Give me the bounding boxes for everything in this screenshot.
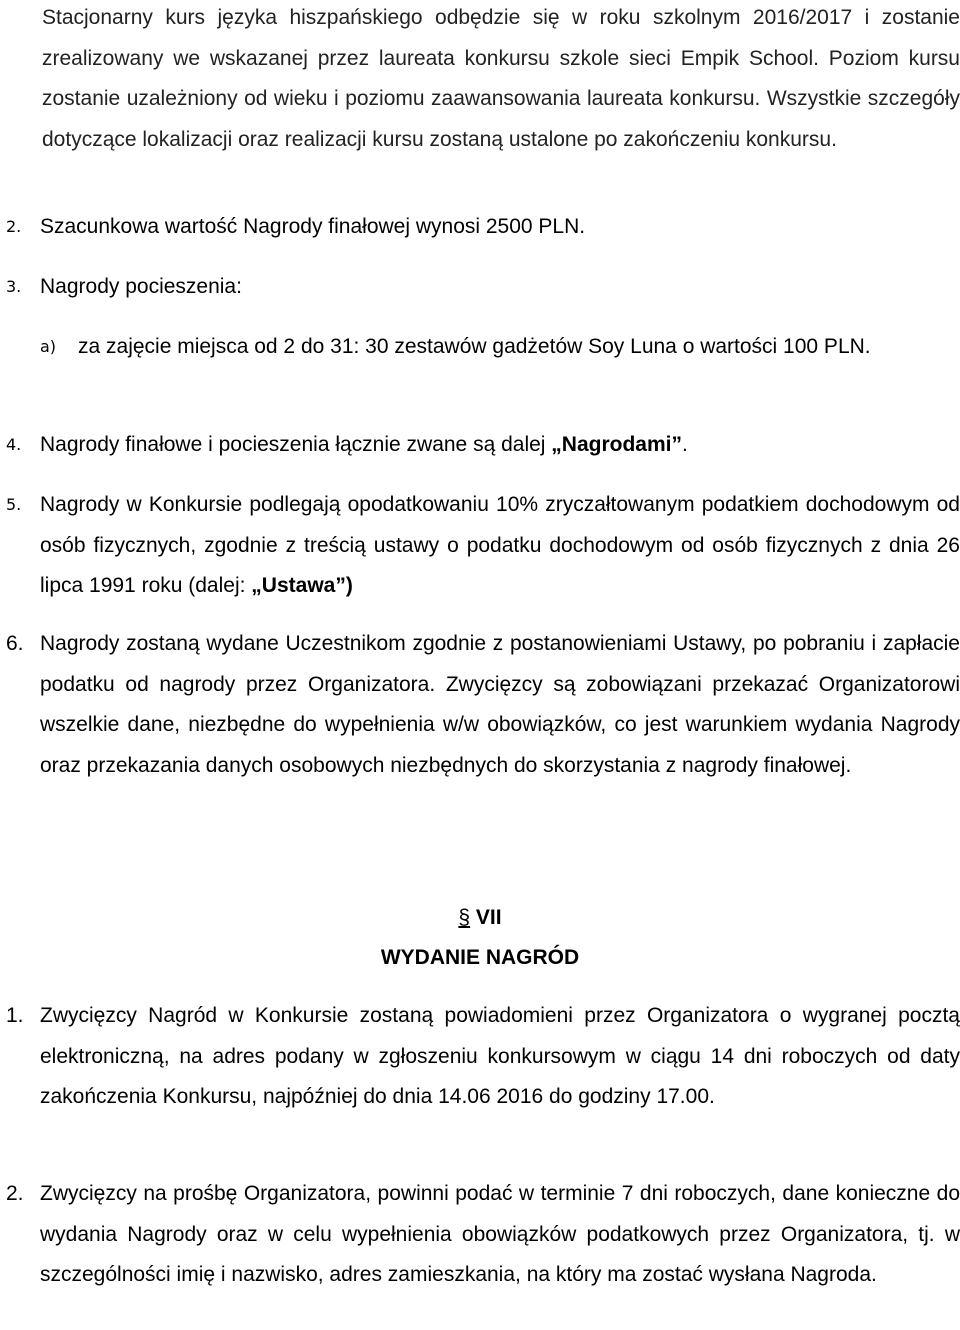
section-item-1-number: 1. — [6, 1004, 24, 1027]
item-3a-letter: a) — [40, 337, 57, 356]
item-2-number: 2. — [6, 217, 22, 236]
nagrodami-term: „Nagrodami” — [551, 433, 682, 456]
item-5-text-before: Nagrody w Konkursie podlegają opodatkowaniu 10% zryczałtowanym podatkiem dochodowym od osób fizycznych, zgodnie z treścią ustawy o podatku dochodowym od osób fizycznych z dnia 26 lipca 1991 roku (dalej: — [40, 493, 960, 597]
section-title: WYDANIE NAGRÓD — [380, 946, 580, 969]
section-item-2-number: 2. — [6, 1182, 24, 1205]
section-mark: § — [458, 906, 471, 929]
item-3a-text: za zajęcie miejsca od 2 do 31: 30 zestawów gadżetów Soy Luna o wartości 100 PLN. — [78, 335, 871, 358]
item-4-text — [40, 425, 958, 466]
section-item-2-text: Zwycięzcy na prośbę Organizatora, powinni podać w terminie 7 dni roboczych, dane konieczne do wydania Nagrody oraz w celu wypełnienia obowiązków podatkowych przez Organizatora, tj. w szczególności imię i nazwisko, adres zamieszkania, na który ma zostać wysłana Nagroda. — [40, 1182, 960, 1286]
item-5-text — [40, 485, 960, 607]
item-6-number: 6. — [6, 632, 24, 655]
item-4-text-after: . — [681, 433, 688, 456]
ustawa-term: „Ustawa”) — [251, 574, 353, 597]
section-item-1-text: Zwycięzcy Nagród w Konkursie zostaną powiadomieni przez Organizatora o wygranej pocztą elektroniczną, na adres podany w zgłoszeniu konkursowym w ciągu 14 dni roboczych od daty zakończenia Konkursu, najpóźniej do dnia 14.06 2016 do godziny 17.00. — [40, 1004, 960, 1108]
item-2-text: Szacunkowa wartość Nagrody finałowej wynosi 2500 PLN. — [40, 215, 586, 238]
section-number: VII — [475, 906, 502, 929]
item-4-text-before: Nagrody finałowe i pocieszenia łącznie zwane są dalej — [40, 433, 552, 456]
item-6-text: Nagrody zostaną wydane Uczestnikom zgodnie z postanowieniami Ustawy, po pobraniu i zapłacie podatku od nagrody przez Organizatora. Zwycięzcy są zobowiązani przekazać Organizatorowi wszelkie dane, niezbędne do wypełnienia w/w obowiązków, co jest warunkiem wydania Nagrody oraz przekazania danych osobowych niezbędnych do skorzystania z nagrody finałowej. — [40, 632, 960, 777]
item-4-number: 4. — [6, 435, 22, 454]
item-3-text: Nagrody pocieszenia: — [40, 275, 242, 298]
item-3-number: 3. — [6, 277, 22, 296]
item-5-number: 5. — [6, 495, 22, 514]
section-heading-number — [0, 898, 960, 938]
intro-paragraph: Stacjonarny kurs języka hiszpańskiego odbędzie się w roku szkolnym 2016/2017 i zostanie zrealizowany we wskazanej przez laureata konkursu szkole sieci Empik School. Poziom kursu zostanie uzależniony od wieku i poziomu zaawansowania laureata konkursu. Wszystkie szczegóły dotyczące lokalizacji oraz realizacji kursu zostaną ustalone po zakończeniu konkursu. — [42, 6, 960, 151]
